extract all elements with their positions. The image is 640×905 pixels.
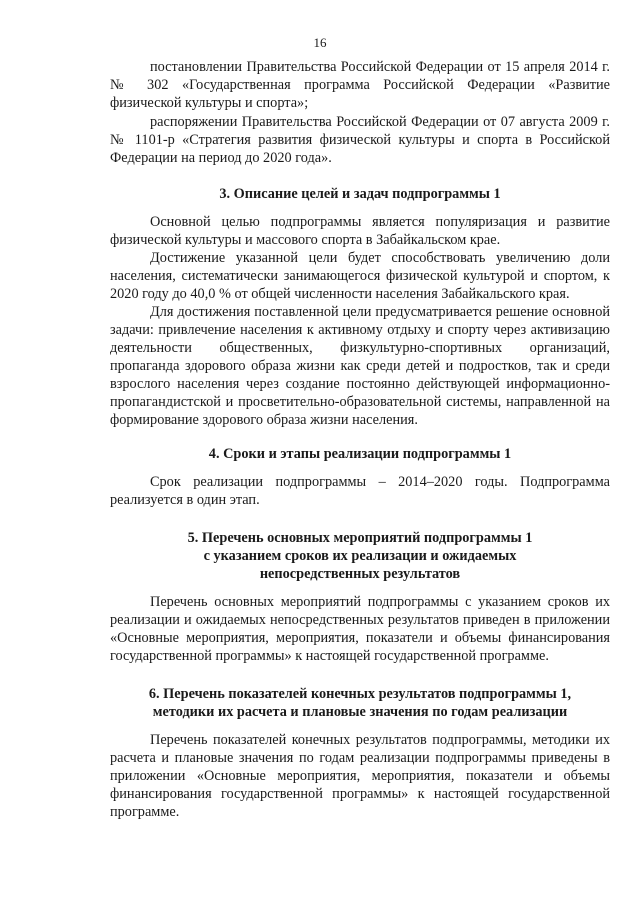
section-5-paragraph: Перечень основных мероприятий подпрограммы с указанием сроков их реализации и ожидаемых непосредственных результатов приведен в приложении «Основные мероприятия, мероприятия, показатели и объемы финансирования государственной программы» к настоящей государственной программе. [110,594,610,664]
section-3-paragraph: Основной целью подпрограммы является популяризация и развитие физической культуры и массового спорта в Забайкальском крае. [110,214,610,248]
section-3-heading: 3. Описание целей и задач подпрограммы 1 [219,186,501,202]
section-5-heading [110,529,610,583]
section-3-paragraph: Для достижения поставленной цели предусматривается решение основной задачи: привлечение населения к активному отдыху и спорту через активизацию деятельности общественных, физкультурно-спортивных организаций, пропаганда здорового образа жизни как среди детей и подростков, так и среди взрослого населения через создание постоянно действующей информационно-пропагандистской и просветительно-образовательной системы, направленной на формирование здорового образа жизни населения. [110,304,610,428]
section-4-heading: 4. Сроки и этапы реализации подпрограммы 1 [208,446,512,462]
section-4-paragraph: Срок реализации подпрограммы – 2014–2020 годы. Подпрограмма реализуется в один этап. [110,474,610,508]
intro-paragraph: распоряжении Правительства Российской Федерации от 07 августа 2009 г. № 1101-р «Стратегия развития физической культуры и спорта в Российской Федерации на период до 2020 года». [110,114,610,166]
section-6-paragraph: Перечень показателей конечных результатов подпрограммы, методики их расчета и плановые значения по годам реализации подпрограммы приведены в приложении «Основные мероприятия, мероприятия, показатели и объемы финансирования государственной программы» к настоящей государственной программе. [110,732,610,820]
section-6-heading-line: 6. Перечень показателей конечных результатов подпрограммы 1, [148,686,572,702]
section-5-heading-line: с указанием сроков их реализации и ожидаемых [203,548,517,564]
section-6-heading-line: методики их расчета и плановые значения по годам реализации [152,704,568,720]
section-3-paragraph: Достижение указанной цели будет способствовать увеличению доли населения, систематически занимающегося физической культурой и спортом, к 2020 году до 40,0 % от общей численности населения Забайкальского края. [110,250,610,302]
section-6-heading [110,685,610,721]
document-body [110,58,610,821]
section-5-heading-line: 5. Перечень основных мероприятий подпрограммы 1 [187,530,533,546]
page-number: 16 [313,35,327,50]
intro-paragraph: постановлении Правительства Российской Федерации от 15 апреля 2014 г. № 302 «Государственная программа Российской Федерации «Развитие физической культуры и спорта»; [110,59,610,111]
section-5-heading-line: непосредственных результатов [259,566,461,582]
